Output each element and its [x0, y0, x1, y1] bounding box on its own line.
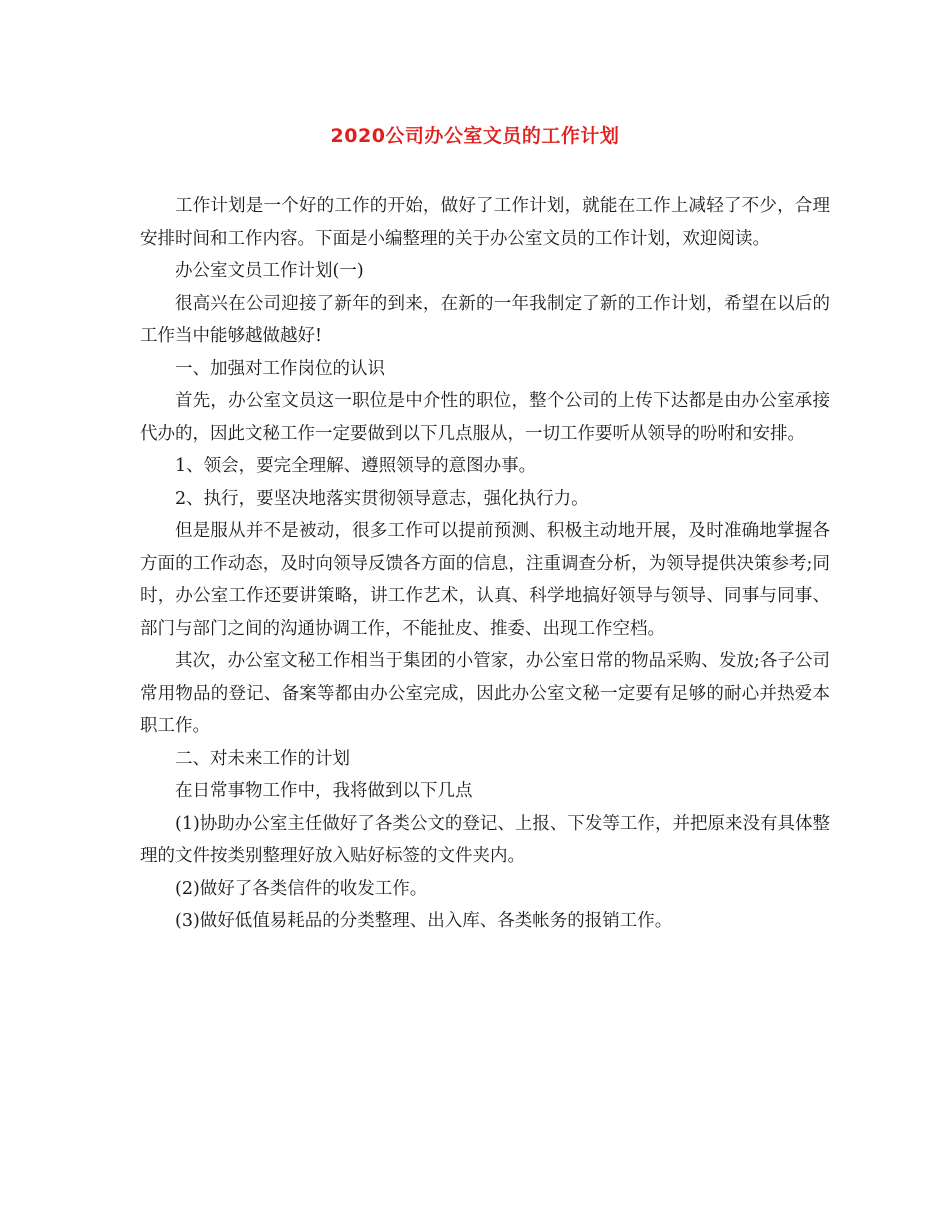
- paragraph-daily-work: 在日常事物工作中，我将做到以下几点: [175, 781, 473, 801]
- paragraph-first: 首先，办公室文员这一职位是中介性的职位，整个公司的上传下达都是由办公室承接代办的，因此文秘工作一定要做到以下几点服从，一切工作要听从领导的吩咐和安排。: [140, 391, 830, 444]
- section-heading-plan-one: 办公室文员工作计划(一): [175, 261, 364, 281]
- list-item-documents: (1)协助办公室主任做好了各类公文的登记、上报、下发等工作，并把原来没有具体整理的文件按类别整理好放入贴好标签的文件夹内。: [140, 813, 830, 866]
- heading-strengthen-understanding: 一、加强对工作岗位的认识: [175, 358, 385, 379]
- list-item-comprehend: 1、领会，要完全理解、遵照领导的意图办事。: [175, 456, 537, 476]
- paragraph-intro: 工作计划是一个好的工作的开始，做好了工作计划，就能在工作上减轻了不少，合理安排时间和工作内容。下面是小编整理的关于办公室文员的工作计划，欢迎阅读。: [140, 196, 830, 249]
- document-body: [140, 190, 830, 938]
- heading-future-plan: 二、对未来工作的计划: [175, 748, 350, 769]
- list-item-mail: (2)做好了各类信件的收发工作。: [175, 878, 428, 899]
- list-item-execute: 2、执行，要坚决地落实贯彻领导意志，强化执行力。: [175, 488, 589, 509]
- paragraph-new-year: 很高兴在公司迎接了新年的到来，在新的一年我制定了新的工作计划，希望在以后的工作当中能够越做越好!: [140, 293, 830, 346]
- document-title: 2020公司办公室文员的工作计划: [330, 125, 620, 147]
- paragraph-obedience: 但是服从并不是被动，很多工作可以提前预测、积极主动地开展，及时准确地掌握各方面的工作动态，及时向领导反馈各方面的信息，注重调查分析，为领导提供决策参考;同时，办公室工作还要讲策略，讲工作艺术，认真、科学地搞好领导与领导、同事与同事、部门与部门之间的沟通协调工作，不能扯皮、推委、出现工作空档。: [140, 521, 830, 639]
- paragraph-second: 其次，办公室文秘工作相当于集团的小管家，办公室日常的物品采购、发放;各子公司常用物品的登记、备案等都由办公室完成，因此办公室文秘一定要有足够的耐心并热爱本职工作。: [140, 651, 830, 736]
- list-item-consumables: (3)做好低值易耗品的分类整理、出入库、各类帐务的报销工作。: [175, 911, 673, 931]
